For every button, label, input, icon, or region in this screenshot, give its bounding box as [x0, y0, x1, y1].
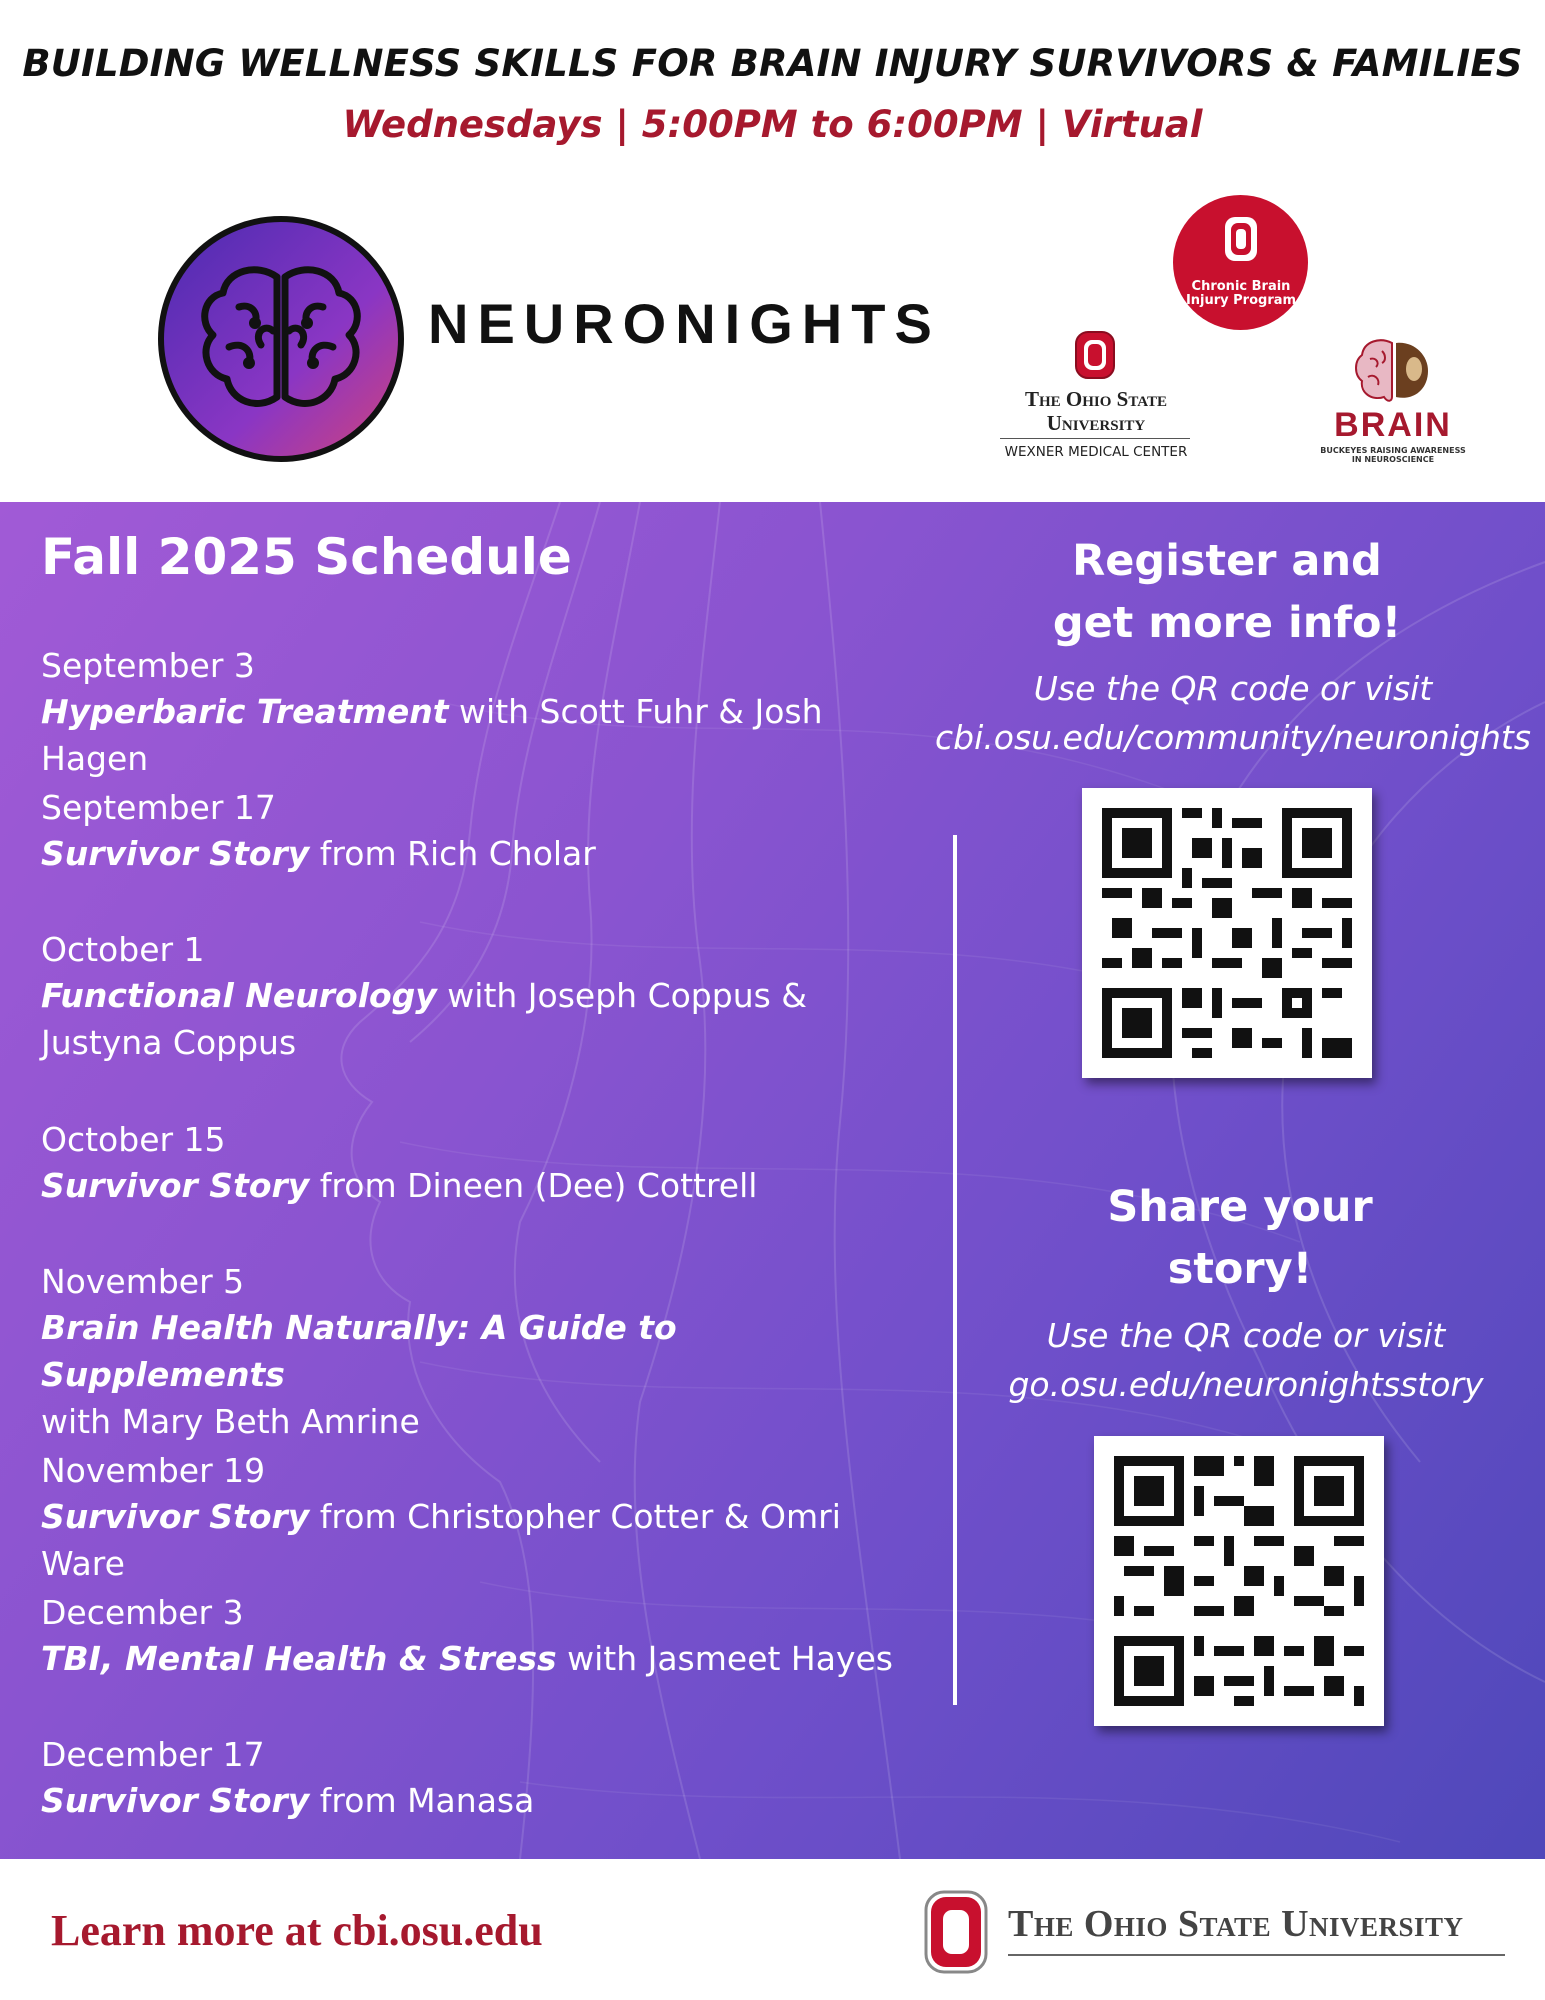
- session-description: [41, 1162, 921, 1209]
- session-description: [41, 1304, 881, 1445]
- session-description: [41, 1777, 921, 1824]
- register-qr-code[interactable]: [1082, 788, 1372, 1078]
- flyer-title: BUILDING WELLNESS SKILLS FOR BRAIN INJURY SURVIVORS & FAMILIES: [22, 42, 1523, 85]
- register-heading-line1: Register and: [1072, 536, 1382, 586]
- share-heading: [940, 1176, 1540, 1300]
- cbip-label-line2: Injury Program: [1185, 293, 1297, 308]
- session-presenters: from Manasa: [309, 1781, 535, 1820]
- session-topic: Survivor Story: [41, 1781, 310, 1820]
- register-instructions-line1: Use the QR code or visit: [1033, 669, 1433, 708]
- register-instructions: [933, 664, 1533, 762]
- share-heading-line2: story!: [1167, 1244, 1313, 1294]
- session-date: October 1: [41, 930, 205, 969]
- qr-code-graphic: [1094, 1436, 1384, 1726]
- osu-block-o-icon: [923, 1889, 989, 1975]
- session-topic: Survivor Story: [41, 834, 310, 873]
- share-story-qr-code[interactable]: [1094, 1436, 1384, 1726]
- session-date: November 19: [41, 1451, 266, 1490]
- session-presenters: with Joseph Coppus & Justyna Coppus: [41, 976, 808, 1062]
- block-o-icon: [1223, 215, 1259, 263]
- osu-footer-rule: [1008, 1954, 1505, 1956]
- osu-wordmark: [985, 387, 1207, 435]
- learn-more-link[interactable]: Learn more at cbi.osu.edu: [51, 1906, 543, 1955]
- session-date: December 3: [41, 1593, 244, 1632]
- session-topic: Functional Neurology: [41, 976, 437, 1015]
- session-presenters: from Christopher Cotter & Omri Ware: [41, 1497, 841, 1583]
- session-date: December 17: [41, 1735, 265, 1774]
- share-instructions-line1: Use the QR code or visit: [1046, 1316, 1446, 1355]
- session-description: [41, 688, 921, 782]
- session-description: [41, 1493, 921, 1587]
- session-description: [41, 830, 921, 877]
- session-date: November 5: [41, 1262, 245, 1301]
- session-date: September 17: [41, 788, 276, 827]
- session-topic: Brain Health Naturally: A Guide to Supplements: [41, 1308, 677, 1394]
- share-heading-line1: Share your: [1107, 1182, 1373, 1232]
- session-topic: Hyperbaric Treatment: [41, 692, 449, 731]
- cbip-label: [1176, 280, 1306, 308]
- register-heading: [927, 530, 1527, 654]
- session-date: September 3: [41, 646, 255, 685]
- session-presenters: from Rich Cholar: [309, 834, 596, 873]
- cbip-label-line1: Chronic Brain: [1191, 279, 1291, 294]
- share-url[interactable]: go.osu.edu/neuronightsstory: [1008, 1365, 1484, 1404]
- osu-wordmark-line2: University: [1046, 411, 1146, 435]
- brain-tagline-line1: BUCKEYES RAISING AWARENESS: [1320, 446, 1466, 455]
- brain-wordmark: BRAIN: [1334, 406, 1452, 444]
- osu-block-o-icon: [1074, 330, 1116, 380]
- osu-wordmark-line1: The Ohio State: [1025, 387, 1167, 411]
- session-description: [41, 972, 901, 1066]
- session-presenters: with Mary Beth Amrine: [41, 1402, 420, 1441]
- session-topic: TBI, Mental Health & Stress: [41, 1639, 557, 1678]
- share-instructions: [946, 1311, 1545, 1409]
- neuronights-wordmark: NEURONIGHTS: [428, 292, 941, 355]
- brain-buckeye-icon: [1352, 335, 1434, 407]
- session-topic: Survivor Story: [41, 1166, 310, 1205]
- session-presenters: from Dineen (Dee) Cottrell: [309, 1166, 758, 1205]
- event-time-subtitle: Wednesdays | 5:00PM to 6:00PM | Virtual: [342, 103, 1203, 146]
- brain-tagline-line2: IN NEUROSCIENCE: [1351, 455, 1435, 464]
- schedule-title: Fall 2025 Schedule: [41, 528, 572, 586]
- osu-wordmark-rule: [1000, 438, 1190, 439]
- register-url[interactable]: cbi.osu.edu/community/neuronights: [935, 718, 1531, 757]
- wexner-label: WEXNER MEDICAL CENTER: [1004, 444, 1188, 460]
- qr-code-graphic: [1082, 788, 1372, 1078]
- brain-tagline: [1318, 446, 1468, 464]
- session-description: [41, 1635, 921, 1682]
- neuronights-brain-logo: [157, 215, 405, 463]
- session-presenters: with Scott Fuhr & Josh Hagen: [41, 692, 823, 778]
- session-topic: Survivor Story: [41, 1497, 310, 1536]
- session-date: October 15: [41, 1120, 226, 1159]
- session-presenters: with Jasmeet Hayes: [556, 1639, 893, 1678]
- osu-footer-wordmark: The Ohio State University: [1008, 1903, 1464, 1945]
- register-heading-line2: get more info!: [1052, 598, 1402, 648]
